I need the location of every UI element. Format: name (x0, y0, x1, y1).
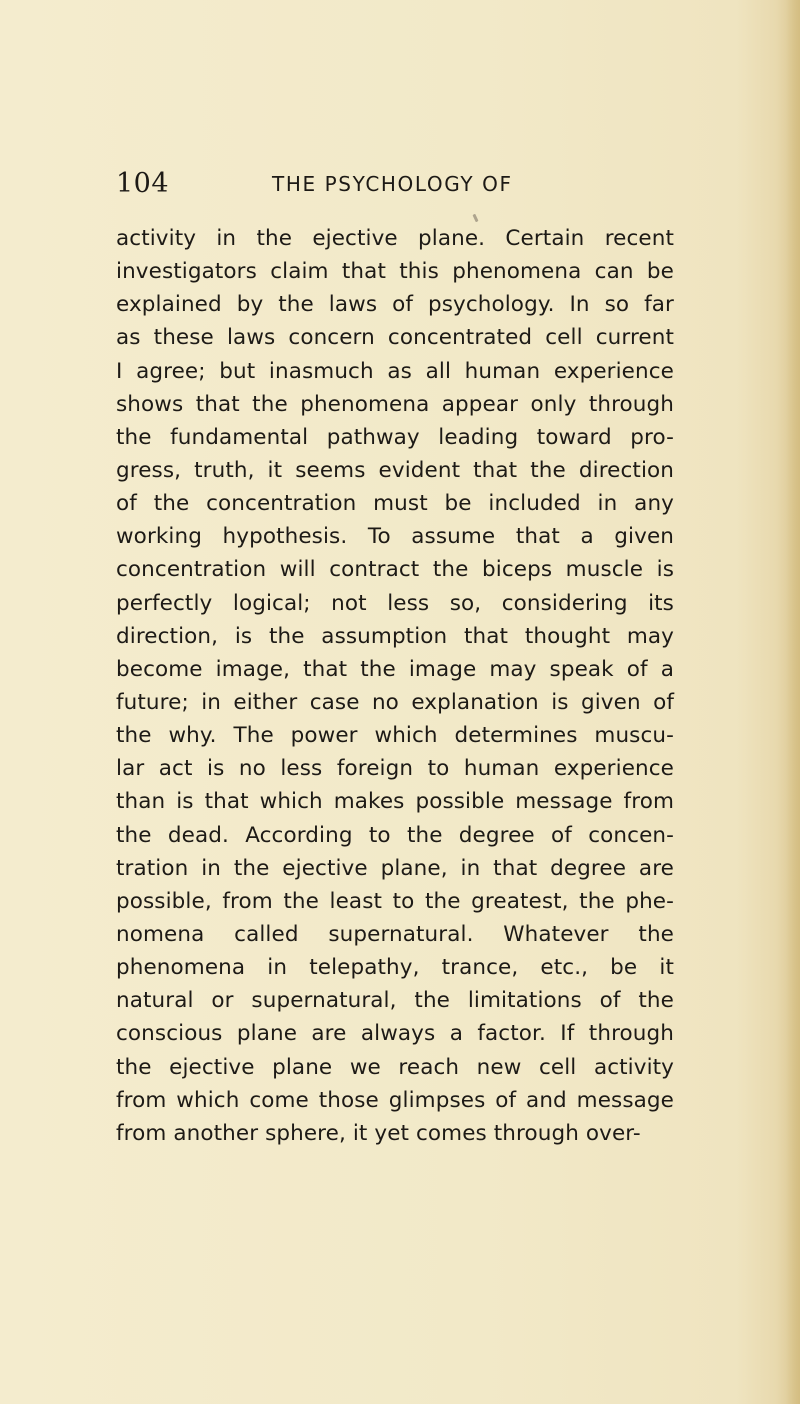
text-line: become image, that the image may speak of a (116, 656, 674, 682)
body-text (116, 222, 674, 1150)
page-number: 104 (116, 168, 170, 199)
text-line: explained by the laws of psychology. In so far (116, 292, 674, 318)
text-line: from another sphere, it yet comes through over- (116, 1120, 641, 1146)
running-head (116, 166, 676, 202)
page-edge-shadow (786, 0, 800, 1404)
text-line: investigators claim that this phenomena can be (116, 259, 674, 285)
text-line: tration in the ejective plane, in that degree are (116, 855, 674, 881)
text-line: phenomena in telepathy, trance, etc., be it (116, 955, 674, 981)
running-title: THE PSYCHOLOGY OF (272, 172, 513, 196)
text-line: future; in either case no explanation is given of (116, 689, 674, 715)
text-line: I agree; but inasmuch as all human experience (116, 358, 674, 384)
text-line: of the concentration must be included in any (116, 491, 674, 517)
text-line: from which come those glimpses of and message (116, 1087, 674, 1113)
text-line: activity in the ejective plane. Certain recent (116, 226, 674, 251)
text-line: conscious plane are always a factor. If through (116, 1021, 674, 1047)
text-line: the dead. According to the degree of concen- (116, 822, 674, 848)
text-line: perfectly logical; not less so, considering its (116, 590, 674, 616)
text-line: the why. The power which determines muscu- (116, 723, 674, 749)
text-line: working hypothesis. To assume that a given (116, 524, 674, 550)
text-line: shows that the phenomena appear only through (116, 391, 674, 417)
text-line: direction, is the assumption that thought may (116, 623, 674, 649)
text-line: gress, truth, it seems evident that the direction (116, 457, 674, 483)
text-line: than is that which makes possible message from (116, 789, 674, 815)
text-line: possible, from the least to the greatest, the phe- (116, 888, 674, 914)
text-line: nomena called supernatural. Whatever the (116, 921, 674, 947)
text-line: lar act is no less foreign to human experience (116, 756, 674, 782)
text-line: natural or supernatural, the limitations of the (116, 988, 674, 1014)
ink-speck (472, 214, 478, 223)
text-line: as these laws concern concentrated cell current (116, 325, 674, 351)
text-line: concentration will contract the biceps muscle is (116, 557, 674, 583)
text-line: the ejective plane we reach new cell activity (116, 1054, 674, 1080)
text-line: the fundamental pathway leading toward pro- (116, 424, 674, 450)
